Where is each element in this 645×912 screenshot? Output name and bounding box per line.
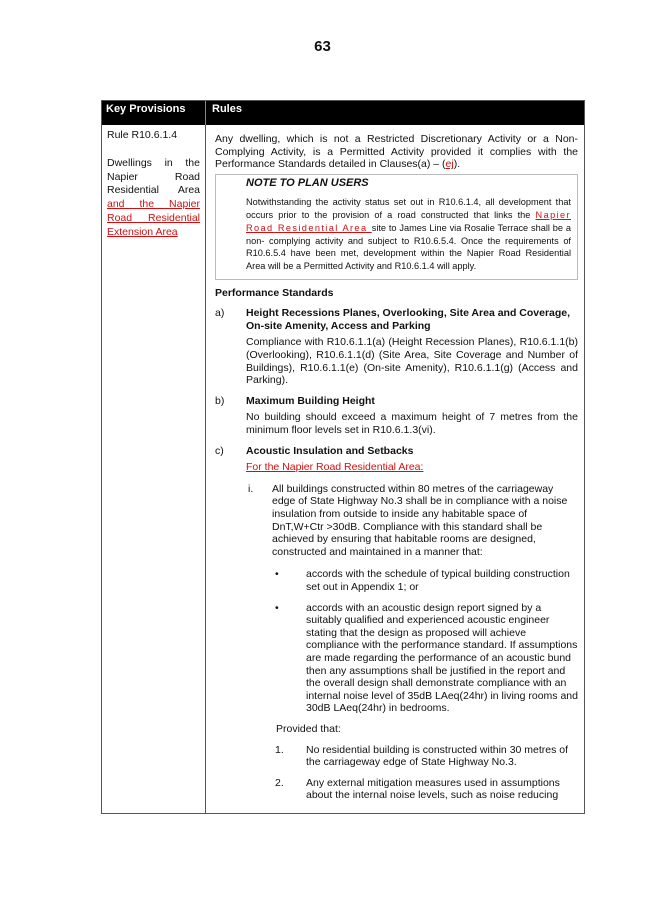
header-rules: Rules: [212, 103, 242, 115]
extension-line: Extension Area: [107, 225, 178, 238]
rules-cell: [206, 125, 584, 813]
standard-b-label: b): [215, 394, 225, 407]
numbered-text: No residential building is constructed within 30 metres of the carriageway edge of State Highway No.3.: [306, 743, 569, 769]
note-text-end: site to James Line via Rosalie Terrace shall be a non- complying activity and subject to R10.6.5.4. Once the requirements of R10.6.5.4 have been met, development within the Napier Road Residential Area will be a Permitted Activity and R10.6.1.4 will apply.: [246, 222, 571, 271]
clause-i: [246, 483, 578, 559]
standard-a-body: Compliance with R10.6.1.1(a) (Height Recession Planes), R10.6.1.1(b) (Overlooking), R10.6.1.1(d) (Site Area, Site Coverage and Number of Buildings), R10.6.1.1(e) (On-site Amenity), R10.6.1.1(g) (Access and Parking).: [246, 336, 578, 387]
intro-highlight: ej: [445, 158, 454, 171]
note-highlight: Napier Road Residential Area: [246, 210, 571, 233]
note-text-start: Notwithstanding the activity status set out in R10.6.1.4, all development that occurs prior to the provision of a road constructed that links the: [246, 197, 571, 221]
key-provisions-cell: [102, 125, 206, 813]
rule-id: Rule R10.6.1.4: [107, 129, 178, 141]
extension-line: Road Residential: [107, 211, 200, 224]
performance-standards-heading: Performance Standards: [215, 286, 334, 299]
intro-text: Any dwelling, which is not a Restricted Discretionary Activity or a Non-Complying Activity, is a Permitted Activity provided it complies with the Performance Standards detailed in Clauses(a) – (: [215, 133, 578, 171]
intro-paragraph: [215, 133, 578, 171]
provisions-table: [101, 100, 585, 814]
numbered-item: [272, 744, 578, 769]
intro-text-end: ).: [453, 158, 461, 171]
numbered-item: [272, 777, 578, 802]
numbered-text: Any external mitigation measures used in assumptions about the internal noise levels, such as noise reducing: [306, 776, 560, 802]
bullet-item: [272, 568, 578, 593]
note-box: [215, 174, 578, 280]
provision-line: Dwellings in the: [107, 156, 200, 169]
provision-line: Residential Area: [107, 184, 200, 197]
standard-b-title: Maximum Building Height: [246, 394, 375, 407]
standard-c-subheading: [246, 461, 578, 474]
standard-a-label: a): [215, 307, 225, 320]
extension-line: and the Napier: [107, 198, 200, 211]
standard-c: [215, 445, 578, 458]
note-text: [246, 196, 571, 272]
standard-c-subheading-text: For the Napier Road Residential Area:: [246, 461, 424, 474]
standard-a: [215, 307, 578, 332]
bullet-text: accords with an acoustic design report signed by a suitably qualified and experienced acoustic engineer stating that the design as proposed will achieve compliance with the performance standard. If assumptions are made regarding the performance of an acoustic bund then any assumptions shall be justified in the report and the overall design shall demonstrate compliance with an internal noise level of 35dB LAeq(24hr) in living rooms and 30dB LAeq(24hr) in bedrooms.: [306, 601, 578, 715]
header-key-provisions: Key Provisions: [102, 101, 206, 125]
provision-line: Napier Road: [107, 170, 200, 183]
bullet-icon: •: [275, 568, 279, 581]
note-title: NOTE TO PLAN USERS: [246, 176, 369, 189]
standard-c-label: c): [215, 444, 224, 457]
numbered-label: 2.: [275, 776, 284, 789]
clause-i-text: All buildings constructed within 80 metres of the carriageway edge of State Highway No.3 shall be in compliance with a noise insulation from outside to inside any habitable space of DnT,W+Ctr >30dB. Compliance with this standard shall be achieved by ensuring that habitable rooms are designed, constructed and maintained in a manner that:: [272, 482, 568, 558]
table-header: [102, 101, 584, 125]
standard-c-title: Acoustic Insulation and Setbacks: [246, 444, 414, 457]
bullet-item: [272, 602, 578, 715]
bullet-text: accords with the schedule of typical building construction set out in Appendix 1; or: [306, 568, 570, 593]
numbered-label: 1.: [275, 743, 284, 756]
clause-i-label: i.: [248, 482, 254, 495]
table-body: [102, 125, 584, 813]
page-number: 63: [314, 38, 331, 55]
provided-that: Provided that:: [276, 722, 341, 735]
standard-b: [215, 395, 578, 408]
standard-a-title: Height Recessions Planes, Overlooking, Site Area and Coverage, On-site Amenity, Access and Parking: [246, 307, 571, 332]
standard-b-body: No building should exceed a maximum height of 7 metres from the minimum floor levels set in R10.6.1.3(vi).: [246, 411, 578, 437]
bullet-icon: •: [275, 601, 279, 614]
